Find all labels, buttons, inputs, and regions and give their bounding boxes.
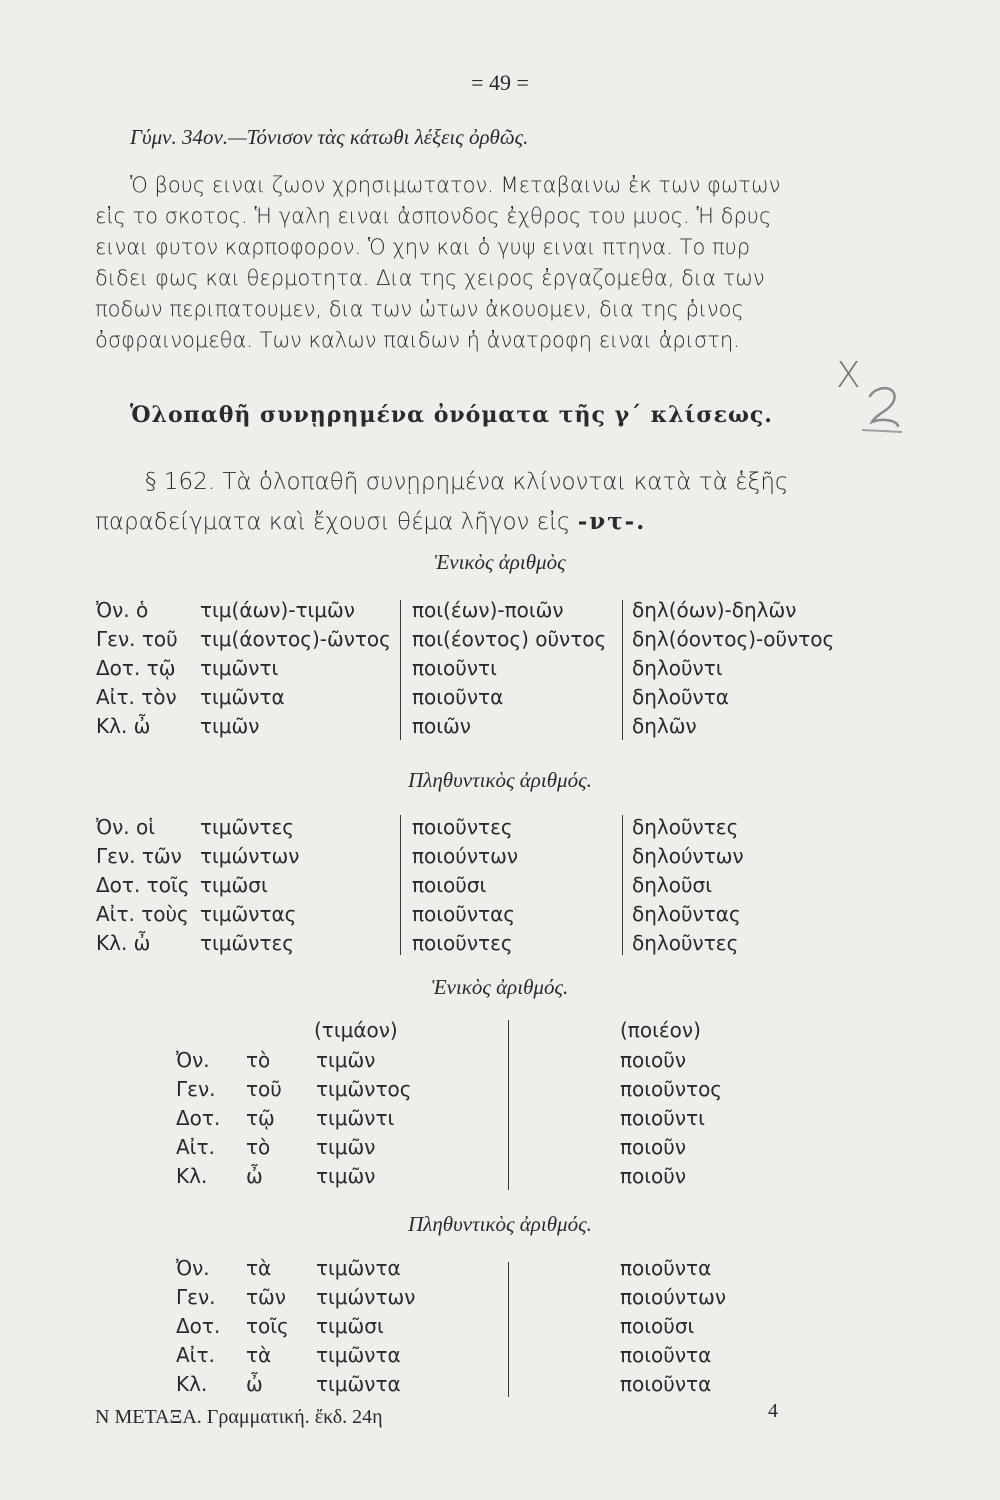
form-poieo: ποιοῦντες	[412, 931, 513, 955]
form-timao: τιμώντων	[200, 844, 300, 868]
form-poieo: ποιοῦν	[620, 1048, 687, 1072]
footer-publisher: Ν ΜΕΤΑΞΑ. Γραμματική. ἔκδ. 24η	[95, 1406, 383, 1428]
form-deloo: δηλοῦντας	[632, 902, 741, 926]
form-poieo: ποιοῦν	[620, 1135, 687, 1159]
case-label: Δοτ. τοῖς	[96, 873, 190, 897]
case-label: Δοτ. τῷ	[96, 656, 176, 680]
form-timao: τιμῶν	[316, 1164, 376, 1188]
form-deloo: δηλοῦσι	[632, 873, 712, 897]
form-deloo: δηλούντων	[632, 844, 744, 868]
form-poieo: ποιοῦντι	[412, 656, 497, 680]
case-label: Γεν.	[176, 1285, 216, 1309]
form-timao: τιμ(άοντος)-ῶντος	[200, 627, 391, 651]
neut-col2-head: (ποιέον)	[620, 1018, 701, 1042]
footer-signature-mark: 4	[768, 1400, 778, 1422]
form-timao: τιμῶν	[200, 714, 260, 738]
exercise-line: ὀσφραινομεθα. Των καλων παιδων ἡ ἀνατροφη ειναι ἀριστη.	[95, 328, 740, 352]
column-divider	[400, 815, 401, 955]
form-timao: τιμῶσι	[316, 1314, 384, 1338]
form-timao: τιμῶντας	[200, 902, 297, 926]
rule-line	[95, 502, 788, 542]
form-deloo: δηλ(όων)-δηλῶν	[632, 598, 797, 622]
masc-plural-heading: Πληθυντικὸς ἀριθμός.	[408, 768, 592, 792]
neut-col1-head: (τιμάον)	[314, 1018, 398, 1042]
article: τῶν	[246, 1285, 286, 1309]
handwritten-scribble-icon	[858, 378, 908, 438]
article: τοῦ	[246, 1077, 282, 1101]
column-divider	[400, 600, 401, 740]
case-label: Αἰτ.	[176, 1135, 215, 1159]
exercise-heading: Γύμν. 34ον.—Τόνισον τὰς κάτωθι λέξεις ὀρθῶς.	[130, 125, 529, 149]
form-poieo: ποιούντων	[412, 844, 518, 868]
form-timao: τιμῶν	[316, 1135, 376, 1159]
handwritten-x-mark: X	[836, 355, 861, 396]
column-divider	[508, 1020, 509, 1190]
form-timao: τιμῶσι	[200, 873, 268, 897]
form-poieo: ποιοῦντες	[412, 815, 513, 839]
case-label: Ὀν.	[176, 1048, 210, 1072]
form-timao: τιμῶντι	[316, 1106, 395, 1130]
form-poieo: ποιοῦν	[620, 1164, 687, 1188]
case-label: Αἰτ. τοὺς	[96, 902, 189, 926]
form-deloo: δηλοῦντα	[632, 685, 729, 709]
article: τοῖς	[246, 1314, 289, 1338]
form-poieo: ποι(έων)-ποιῶν	[412, 598, 564, 622]
neut-singular-heading: Ἑνικὸς ἀριθμός.	[431, 975, 569, 999]
case-label: Κλ.	[176, 1372, 208, 1396]
form-deloo: δηλοῦντες	[632, 815, 739, 839]
case-label: Αἰτ. τὸν	[96, 685, 177, 709]
page-number: = 49 =	[471, 70, 529, 95]
form-poieo: ποιοῦντα	[412, 685, 504, 709]
form-timao: τιμῶντες	[200, 815, 295, 839]
case-label: Δοτ.	[176, 1314, 221, 1338]
form-timao: τιμῶντα	[200, 685, 285, 709]
exercise-line: Ὁ βους ειναι ζωον χρησιμωτατον. Μεταβαινω ἐκ των φωτων	[130, 173, 781, 197]
article: τὰ	[246, 1343, 272, 1367]
form-poieo: ποιοῦντα	[620, 1256, 712, 1280]
form-poieo: ποιοῦντα	[620, 1372, 712, 1396]
exercise-line: διδει φως και θερμοτητα. Δια της χειρος ἐργαζομεθα, δια των	[95, 266, 765, 290]
column-divider	[622, 815, 623, 955]
case-label: Κλ. ὦ	[96, 714, 151, 738]
exercise-paragraph	[95, 170, 865, 356]
form-deloo: δηλ(όοντος)-οῦντος	[632, 627, 835, 651]
article: τὸ	[246, 1135, 271, 1159]
case-label: Γεν. τῶν	[96, 844, 182, 868]
case-label: Ὀν. ὁ	[96, 598, 149, 622]
rule-text: παραδείγματα καὶ ἔχουσι θέμα λῆγον εἰς	[95, 509, 578, 535]
form-poieo: ποιοῦντα	[620, 1343, 712, 1367]
case-label: Ὀν.	[176, 1256, 210, 1280]
form-poieo: ποιοῦσι	[412, 873, 487, 897]
article: ὦ	[246, 1372, 263, 1396]
form-poieo: ποιοῦντι	[620, 1106, 705, 1130]
masc-singular-heading: Ἑνικὸς ἀριθμὸς	[434, 550, 566, 574]
form-timao: τιμ(άων)-τιμῶν	[200, 598, 355, 622]
form-poieo: ποιοῦσι	[620, 1314, 695, 1338]
column-divider	[508, 1262, 509, 1397]
case-label: Ὀν. οἱ	[96, 815, 155, 839]
case-label: Κλ.	[176, 1164, 208, 1188]
form-timao: τιμῶντα	[316, 1343, 401, 1367]
form-deloo: δηλῶν	[632, 714, 697, 738]
form-poieo: ποιοῦντος	[620, 1077, 723, 1101]
form-poieo: ποιούντων	[620, 1285, 726, 1309]
case-label: Γεν. τοῦ	[96, 627, 178, 651]
article: τὸ	[246, 1048, 271, 1072]
rule-line: § 162. Τὰ ὁλοπαθῆ συνῃρημένα κλίνονται κατὰ τὰ ἑξῆς	[145, 469, 789, 495]
form-timao: τιμῶντι	[200, 656, 279, 680]
exercise-line: ειναι φυτον καρποφορον. Ὁ χην και ὁ γυψ ειναι πτηνα. Το πυρ	[95, 235, 751, 259]
article: τὰ	[246, 1256, 272, 1280]
form-timao: τιμῶντος	[316, 1077, 412, 1101]
form-timao: τιμῶντα	[316, 1372, 401, 1396]
form-poieo: ποιοῦντας	[412, 902, 515, 926]
section-title: Ὁλοπαθῆ συνῃρημένα ὀνόματα τῆς γ΄ κλίσεως.	[130, 402, 773, 428]
case-label: Κλ. ὦ	[96, 931, 151, 955]
case-label: Αἰτ.	[176, 1343, 215, 1367]
form-poieo: ποιῶν	[412, 714, 471, 738]
article: τῷ	[246, 1106, 275, 1130]
form-timao: τιμῶντες	[200, 931, 295, 955]
article: ὦ	[246, 1164, 263, 1188]
exercise-line: εἰς το σκοτος. Ἡ γαλη ειναι ἀσπονδος ἐχθρος του μυος. Ἡ δρυς	[95, 204, 772, 228]
neut-plural-heading: Πληθυντικὸς ἀριθμός.	[408, 1212, 592, 1236]
form-timao: τιμῶντα	[316, 1256, 401, 1280]
form-timao: τιμώντων	[316, 1285, 416, 1309]
form-poieo: ποι(έοντος) οῦντος	[412, 627, 607, 651]
case-label: Γεν.	[176, 1077, 216, 1101]
rule-paragraph	[95, 462, 788, 542]
case-label: Δοτ.	[176, 1106, 221, 1130]
form-deloo: δηλοῦντες	[632, 931, 739, 955]
form-timao: τιμῶν	[316, 1048, 376, 1072]
exercise-line: ποδων περιπατουμεν, δια των ὠτων ἀκουομεν, δια της ῥινος	[95, 297, 744, 321]
form-deloo: δηλοῦντι	[632, 656, 723, 680]
stem-ending: -ντ-.	[577, 508, 647, 535]
column-divider	[622, 600, 623, 740]
